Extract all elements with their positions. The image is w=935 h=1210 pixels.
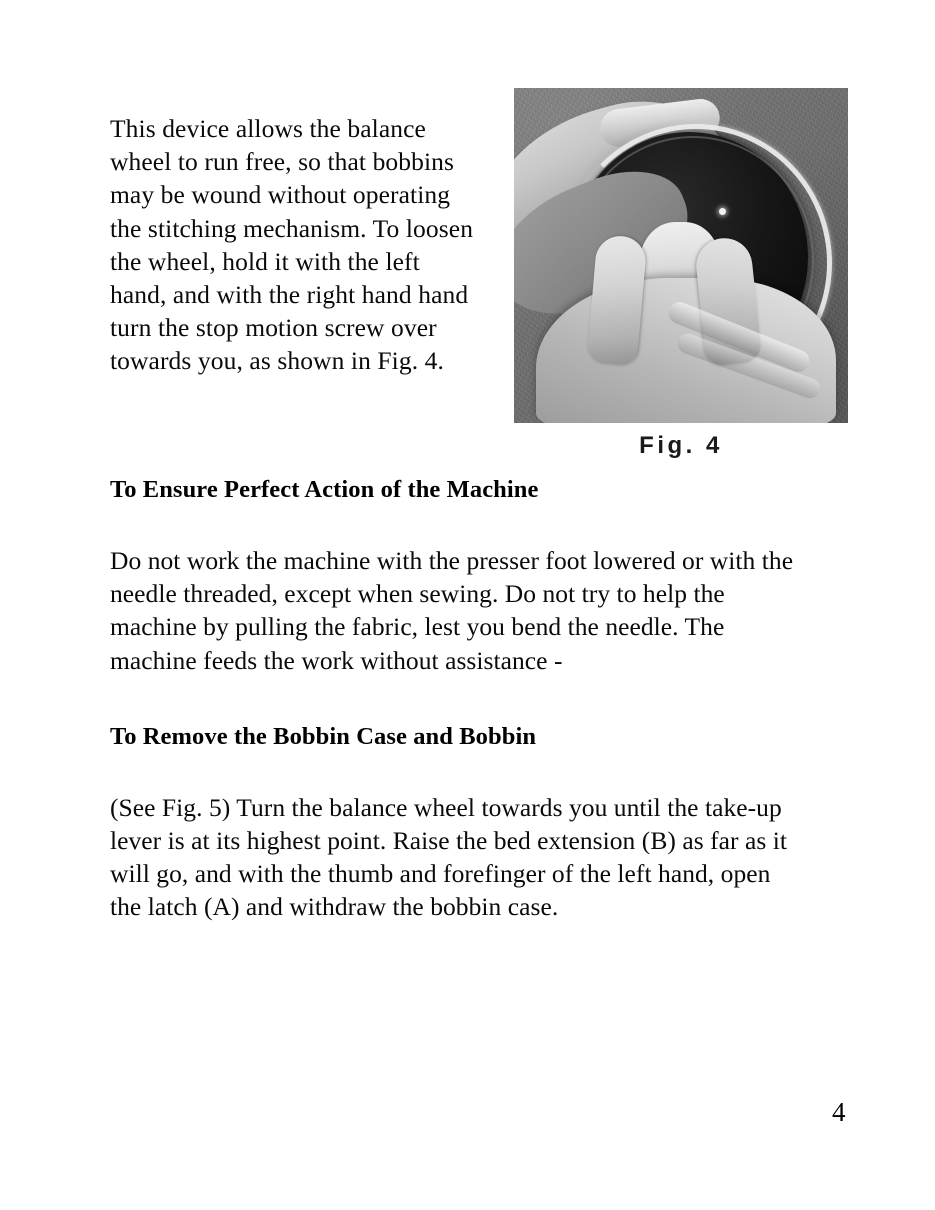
intro-section <box>0 0 935 470</box>
spacer <box>110 677 800 721</box>
spacer <box>110 506 800 544</box>
section-paragraph-remove-bobbin-case: (See Fig. 5) Turn the balance wheel towards you until the take-up lever is at its highest point. Raise the bed extension (B) as far as it will go, and with the thumb and forefinger of the left hand, open the latch (A) and withdraw the bobbin case. <box>110 792 788 922</box>
section-paragraph-ensure-perfect-action: Do not work the machine with the presser foot lowered or with the needle threaded, except when sewing. Do not try to help the machine by pulling the fabric, lest you bend the needle. The machine feeds the work without assistance - <box>110 546 794 675</box>
figure-4-caption: Fig. 4 <box>639 432 723 459</box>
section-heading-ensure-perfect-action: To Ensure Perfect Action of the Machine <box>110 476 539 503</box>
spacer <box>110 753 800 791</box>
figure-4 <box>514 88 848 460</box>
figure-4-photo <box>514 88 848 423</box>
section-heading-remove-bobbin-case: To Remove the Bobbin Case and Bobbin <box>110 722 537 750</box>
intro-text-column <box>110 112 482 378</box>
intro-paragraph: This device allows the balance wheel to run free, so that bobbins may be wound without operating the stitching mechanism. To loosen the wheel, hold it with the left hand, and with the right hand hand turn the stop motion screw over towards you, as shown in Fig. 4. <box>110 114 474 376</box>
body-content-column <box>110 474 800 924</box>
specular-highlight <box>719 208 726 215</box>
page-number: 4 <box>832 1097 846 1127</box>
